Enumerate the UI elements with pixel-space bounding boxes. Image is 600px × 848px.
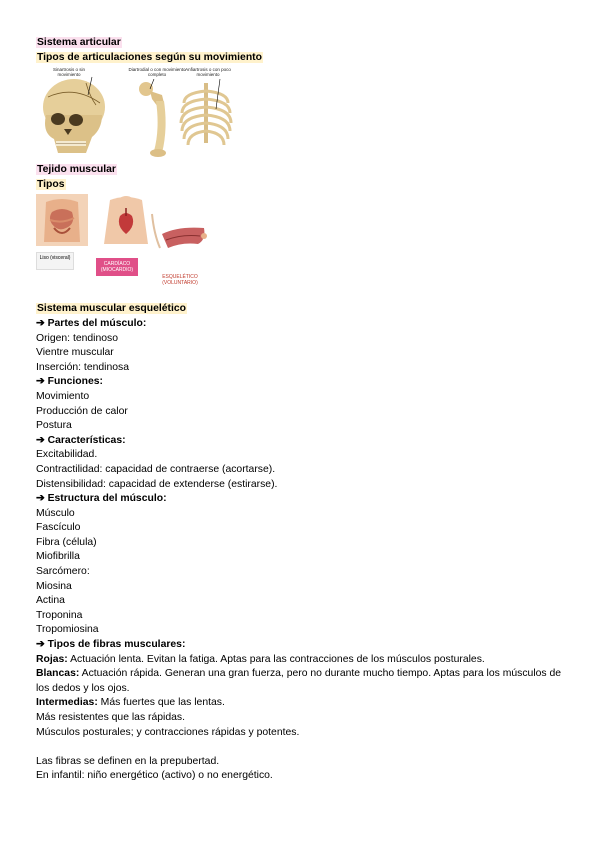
fiber-intermedias-label: Intermedias: xyxy=(36,697,98,709)
section-subtitle-tipos-articulaciones: Tipos de articulaciones según su movimiento xyxy=(37,51,262,63)
list-item: Distensibilidad: capacidad de extenderse (estirarse). xyxy=(36,478,278,490)
heading-tipos-fibras: ➔ Tipos de fibras musculares: xyxy=(36,639,186,651)
blank-line xyxy=(36,740,564,755)
section-title-sistema-articular: Sistema articular xyxy=(37,37,121,48)
cardiac-muscle-illustration xyxy=(96,194,156,246)
list-item: Movimiento xyxy=(36,390,90,402)
fiber-rojas xyxy=(36,653,564,668)
fiber-rojas-text: Actuación lenta. Evitan la fatiga. Aptas para las contracciones de los músculos posturales. xyxy=(67,653,485,665)
label-smooth: Liso (visceral) xyxy=(36,252,74,270)
list-item: Troponina xyxy=(36,609,83,621)
fiber-blancas-text: Actuación rápida. Generan una gran fuerza, pero no durante mucho tiempo. Aptas para los músculos de los dedos y los ojos. xyxy=(36,668,562,694)
list-item: Actina xyxy=(36,595,65,607)
caption-skull: Sinartrosis o sin movimiento xyxy=(52,67,85,78)
list-item: Producción de calor xyxy=(36,405,128,417)
closing-line: Las fibras se definen en la prepubertad. xyxy=(36,755,220,767)
joint-types-figure xyxy=(36,67,564,159)
section-title-tejido-muscular: Tejido muscular xyxy=(37,164,116,176)
heading-funciones: ➔ Funciones: xyxy=(36,376,104,388)
caption-femur: Diartrodial o con movimiento completo xyxy=(128,67,186,78)
document-page xyxy=(36,36,564,784)
label-cardiac: CARDÍACO (MIOCARDIO) xyxy=(96,258,138,276)
list-item: Miofibrilla xyxy=(36,551,80,563)
ribcage-illustration xyxy=(176,79,236,159)
heading-partes: ➔ Partes del músculo: xyxy=(36,317,147,329)
skeletal-muscle-illustration xyxy=(148,204,210,266)
caption-ribs: Anfiartrosis o con poco movimiento xyxy=(185,67,231,78)
list-item: Sarcómero: xyxy=(36,566,90,578)
skull-illustration xyxy=(36,75,106,157)
smooth-muscle-illustration xyxy=(36,194,88,246)
closing-line: En infantil: niño energético (activo) o no energético. xyxy=(36,770,273,782)
list-item: Músculos posturales; y contracciones rápidas y potentes. xyxy=(36,726,300,738)
femur-illustration xyxy=(128,79,182,159)
label-skeletal: ESQUELÉTICO (VOLUNTARIO) xyxy=(162,274,198,287)
list-item: Excitabilidad. xyxy=(36,449,98,461)
list-item: Fibra (célula) xyxy=(36,536,97,548)
fiber-blancas-label: Blancas: xyxy=(36,668,80,680)
section-title-sistema-muscular: Sistema muscular esquelético xyxy=(37,303,186,315)
fiber-intermedias-text: Más fuertes que las lentas. xyxy=(97,697,225,709)
section-subtitle-tipos: Tipos xyxy=(37,178,65,190)
list-item: Origen: tendinoso xyxy=(36,332,119,344)
heading-estructura: ➔ Estructura del músculo: xyxy=(36,493,167,505)
list-item: Inserción: tendinosa xyxy=(36,361,129,373)
fiber-rojas-label: Rojas: xyxy=(36,653,68,665)
list-item: Más resistentes que las rápidas. xyxy=(36,712,186,723)
heading-caracteristicas: ➔ Características: xyxy=(36,434,126,446)
list-item: Vientre muscular xyxy=(36,347,114,359)
list-item: Músculo xyxy=(36,507,75,519)
fiber-blancas xyxy=(36,667,564,696)
list-item: Miosina xyxy=(36,580,72,592)
list-item: Postura xyxy=(36,420,72,432)
list-item: Fascículo xyxy=(36,522,81,534)
list-item: Tropomiosina xyxy=(36,624,99,636)
list-item: Contractilidad: capacidad de contraerse (acortarse). xyxy=(36,463,276,475)
fiber-intermedias xyxy=(36,696,564,711)
muscle-tissue-figure xyxy=(36,194,564,296)
